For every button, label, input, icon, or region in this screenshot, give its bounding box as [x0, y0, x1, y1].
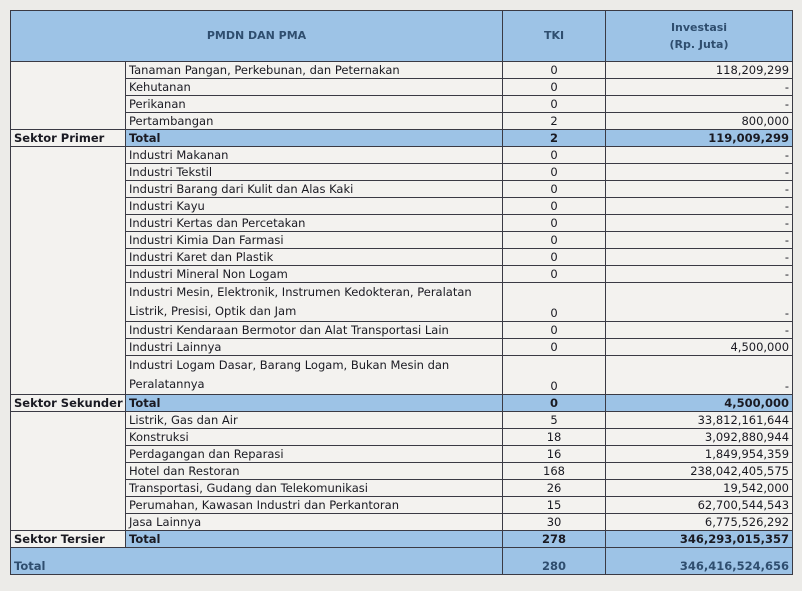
- row-investasi: -: [606, 147, 793, 164]
- total-tki: 0: [503, 395, 606, 412]
- grand-total-label: Total: [11, 548, 503, 575]
- row-investasi: 238,042,405,575: [606, 463, 793, 480]
- table-row: [11, 497, 793, 514]
- row-name: Industri Kayu: [126, 198, 503, 215]
- table-row: [11, 113, 793, 130]
- header-investasi-line1: Investasi: [670, 21, 728, 34]
- table-row: [11, 164, 793, 181]
- table-row: [11, 322, 793, 339]
- table-row: [11, 283, 793, 322]
- row-tki: 0: [503, 96, 606, 113]
- row-tki: 18: [503, 429, 606, 446]
- table-row: [11, 249, 793, 266]
- row-investasi: -: [606, 322, 793, 339]
- table-row: [11, 480, 793, 497]
- row-tki: 0: [503, 181, 606, 198]
- row-investasi: -: [606, 164, 793, 181]
- row-name: Perikanan: [126, 96, 503, 113]
- row-name: Industri Mineral Non Logam: [126, 266, 503, 283]
- table-row: [11, 62, 793, 79]
- row-tki: 0: [503, 79, 606, 96]
- row-tki: 26: [503, 480, 606, 497]
- header-investasi-line2: (Rp. Juta): [669, 38, 729, 51]
- row-investasi: 1,849,954,359: [606, 446, 793, 463]
- table-row: [11, 232, 793, 249]
- row-investasi: -: [606, 215, 793, 232]
- table-row: [11, 266, 793, 283]
- total-tki: 278: [503, 531, 606, 548]
- total-investasi: 119,009,299: [606, 130, 793, 147]
- row-investasi: 3,092,880,944: [606, 429, 793, 446]
- row-tki: 0: [503, 198, 606, 215]
- sector-spacer: [11, 62, 126, 130]
- row-investasi: 19,542,000: [606, 480, 793, 497]
- row-name: Kehutanan: [126, 79, 503, 96]
- row-tki: 0: [503, 249, 606, 266]
- sector-total-row: [11, 531, 793, 548]
- table-row: [11, 463, 793, 480]
- total-label: Total: [126, 531, 503, 548]
- total-investasi: 346,293,015,357: [606, 531, 793, 548]
- row-name: Industri Makanan: [126, 147, 503, 164]
- row-investasi: 33,812,161,644: [606, 412, 793, 429]
- row-name: Konstruksi: [126, 429, 503, 446]
- row-name: Industri Kimia Dan Farmasi: [126, 232, 503, 249]
- row-investasi: -: [606, 79, 793, 96]
- sector-spacer: [11, 412, 126, 531]
- grand-total-row: [11, 548, 793, 575]
- total-label: Total: [126, 395, 503, 412]
- row-tki: 16: [503, 446, 606, 463]
- sector-total-row: [11, 395, 793, 412]
- row-investasi: -: [606, 198, 793, 215]
- table-row: [11, 215, 793, 232]
- row-name: Industri Barang dari Kulit dan Alas Kaki: [126, 181, 503, 198]
- row-tki: 168: [503, 463, 606, 480]
- row-name: Industri Logam Dasar, Barang Logam, Bukan Mesin dan Peralatannya: [126, 356, 503, 395]
- row-investasi: -: [606, 356, 793, 395]
- row-name: Tanaman Pangan, Perkebunan, dan Peternakan: [126, 62, 503, 79]
- table-row: [11, 412, 793, 429]
- row-name: Industri Tekstil: [126, 164, 503, 181]
- table-row: [11, 339, 793, 356]
- row-name: Hotel dan Restoran: [126, 463, 503, 480]
- row-tki: 0: [503, 266, 606, 283]
- grand-total-investasi: 346,416,524,656: [606, 548, 793, 575]
- sector-spacer: [11, 147, 126, 395]
- row-investasi: -: [606, 96, 793, 113]
- row-tki: 0: [503, 339, 606, 356]
- row-investasi: -: [606, 232, 793, 249]
- row-tki: 0: [503, 356, 606, 395]
- sector-label-sekunder: Sektor Sekunder: [11, 395, 126, 412]
- table-row: [11, 147, 793, 164]
- row-name: Pertambangan: [126, 113, 503, 130]
- row-name: Perumahan, Kawasan Industri dan Perkantoran: [126, 497, 503, 514]
- row-name: Industri Lainnya: [126, 339, 503, 356]
- row-investasi: -: [606, 181, 793, 198]
- row-investasi: -: [606, 283, 793, 322]
- table-row: [11, 356, 793, 395]
- table-row: [11, 446, 793, 463]
- row-tki: 0: [503, 283, 606, 322]
- header-row: [11, 11, 793, 62]
- row-tki: 0: [503, 62, 606, 79]
- investment-table-sheet: [10, 10, 792, 575]
- row-tki: 30: [503, 514, 606, 531]
- row-investasi: 4,500,000: [606, 339, 793, 356]
- row-name: Industri Karet dan Plastik: [126, 249, 503, 266]
- row-name: Industri Mesin, Elektronik, Instrumen Kedokteran, Peralatan Listrik, Presisi, Optik dan Jam: [126, 283, 503, 322]
- row-tki: 2: [503, 113, 606, 130]
- table-row: [11, 198, 793, 215]
- row-investasi: -: [606, 249, 793, 266]
- sector-total-row: [11, 130, 793, 147]
- header-investasi: [606, 11, 793, 62]
- row-name: Industri Kertas dan Percetakan: [126, 215, 503, 232]
- table-row: [11, 96, 793, 113]
- row-tki: 0: [503, 215, 606, 232]
- table-row: [11, 514, 793, 531]
- total-tki: 2: [503, 130, 606, 147]
- row-name: Industri Kendaraan Bermotor dan Alat Transportasi Lain: [126, 322, 503, 339]
- row-investasi: 62,700,544,543: [606, 497, 793, 514]
- table-row: [11, 79, 793, 96]
- row-tki: 0: [503, 147, 606, 164]
- total-label: Total: [126, 130, 503, 147]
- row-investasi: 6,775,526,292: [606, 514, 793, 531]
- investment-table: [10, 10, 793, 575]
- row-name: Perdagangan dan Reparasi: [126, 446, 503, 463]
- row-investasi: 800,000: [606, 113, 793, 130]
- total-investasi: 4,500,000: [606, 395, 793, 412]
- header-group: PMDN DAN PMA: [11, 11, 503, 62]
- table-row: [11, 429, 793, 446]
- header-tki: TKI: [503, 11, 606, 62]
- row-tki: 5: [503, 412, 606, 429]
- grand-total-tki: 280: [503, 548, 606, 575]
- row-name: Listrik, Gas dan Air: [126, 412, 503, 429]
- row-tki: 0: [503, 322, 606, 339]
- row-investasi: -: [606, 266, 793, 283]
- sector-label-tersier: Sektor Tersier: [11, 531, 126, 548]
- sector-label-primer: Sektor Primer: [11, 130, 126, 147]
- row-tki: 0: [503, 232, 606, 249]
- row-tki: 0: [503, 164, 606, 181]
- row-investasi: 118,209,299: [606, 62, 793, 79]
- table-row: [11, 181, 793, 198]
- row-name: Transportasi, Gudang dan Telekomunikasi: [126, 480, 503, 497]
- row-name: Jasa Lainnya: [126, 514, 503, 531]
- row-tki: 15: [503, 497, 606, 514]
